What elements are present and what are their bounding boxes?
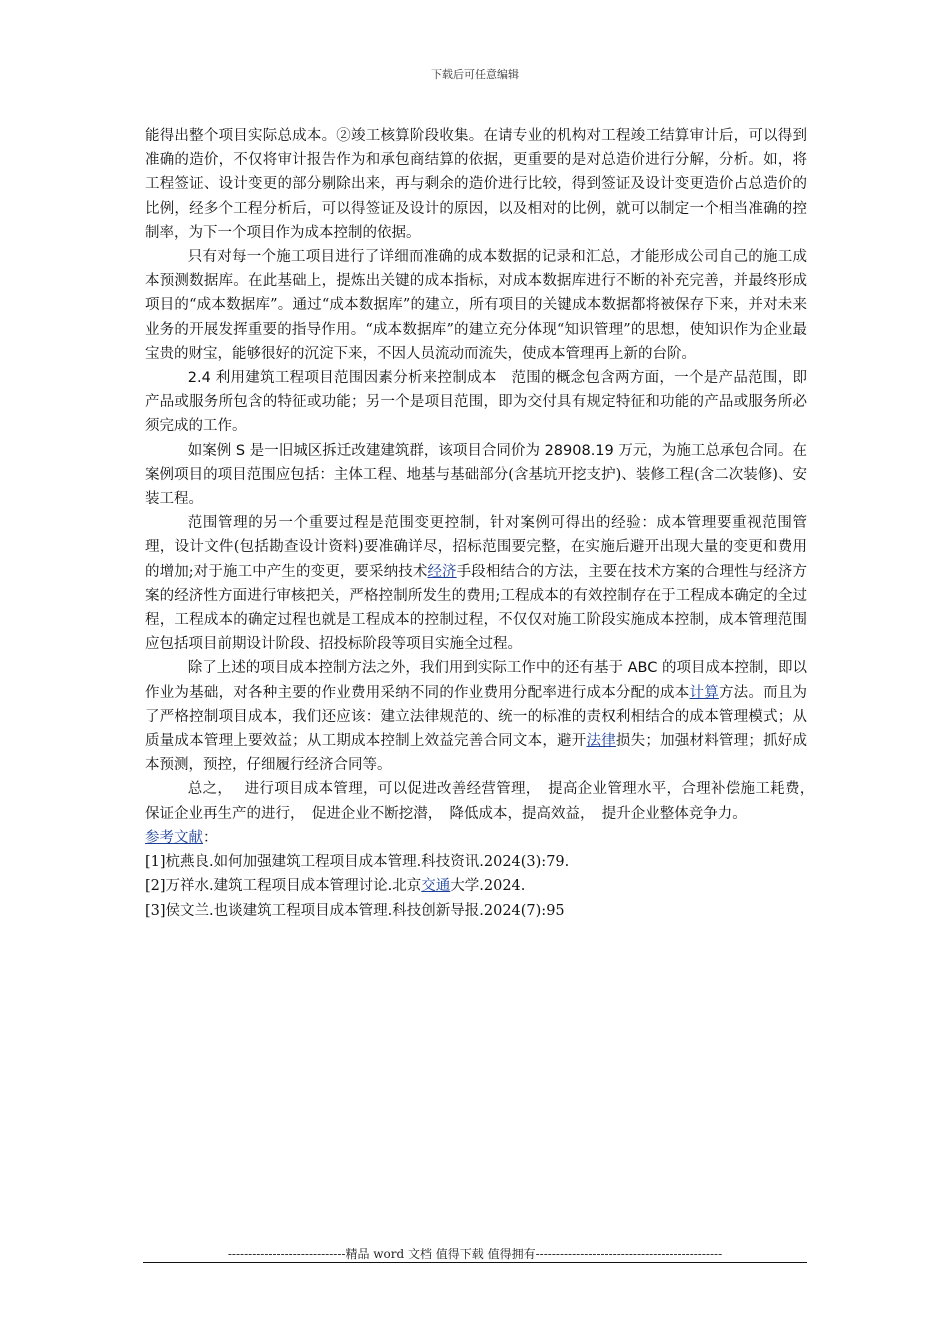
section-text: 利用建筑工程项目范围因素分析来控制成本 范围的概念包含两方面，一个是产品范围，即产品或服务所包含的特征或功能；另一个是项目范围，即为交付具有规定特征和功能的产品或服务所必须完成的工作。 — [145, 370, 807, 435]
text-run: 方法。而且为了严格控制项目成本，我们还应该：建立法律规范的、统一的标准的责权利相结合的成本管理模式；从质量成本管理上要效益；从工期成本控制上效益完善合同文本，避开 — [145, 684, 808, 750]
text-run: 是一旧城区拆迁改建建筑群，该项目合同价为 — [249, 442, 540, 459]
text-run: 范围管理的另一个重要过程是范围变更控制，针对案例可得出的经验：成本管理要重视范围管理，设计文件(包括勘查设计资料)要准确详尽，招标范围要完整，在实施后避开出现大量的变更和费用的增加;对于施工中产生的变更，要采纳技术 — [145, 515, 807, 580]
link-law[interactable]: 法律 — [586, 733, 616, 750]
link-references[interactable]: 参考文献 — [145, 829, 203, 846]
text-run: S — [231, 442, 250, 459]
text-run: 除了上述的项目成本控制方法之外，我们用到实际工作中的还有基于 — [187, 660, 623, 677]
text-run: 的项目成本控制，即以作业为基础，对各种主要的作业费用采纳不同的作业费用分配率进行成本分配的成本 — [145, 660, 807, 701]
text-run: 手段相结合的方法，主要在技术方案的合理性与经济方案的经济性方面进行审核把关，严格控制所发生的费用;工程成本的有效控制存在于工程成本确定的全过程，工程成本的确定过程也就是工程成本的控制过程，不仅仅对施工阶段实施成本控制，成本管理范围应包括项目前期设计阶段、招投标阶段等项目实施全过程。 — [145, 563, 808, 653]
link-transport[interactable]: 交通 — [421, 878, 451, 895]
text-run: 万元，为施工总承包合同。在案例项目的项目范围应包括：主体工程、地基与基础部分(含基坑开挖支护)、装修工程(含二次装修)、安装工程。 — [145, 442, 808, 508]
reference-item: [3]侯文兰.也谈建筑工程项目成本管理.科技创新导报.2024(7):95 — [145, 902, 565, 919]
text-run: ： — [203, 829, 218, 846]
text-run: 如案例 — [187, 442, 232, 459]
text-run: [2]万祥水.建筑工程项目成本管理讨论.北京 — [145, 878, 422, 895]
paragraph-scope-analysis — [145, 366, 807, 439]
paragraph-cost-database: 只有对每一个施工项目进行了详细而准确的成本数据的记录和汇总，才能形成公司自己的施工成本预测数据库。在此基础上，提炼出关键的成本指标，对成本数据库进行不断的补充完善，并最终形成项目的“成本数据库”。通过“成本数据库”的建立，所有项目的关键成本数据都将被保存下来，并对未来业务的开展发挥重要的指导作用。“成本数据库”的建立充分体现“知识管理”的思想，使知识作为企业最宝贵的财宝，能够很好的沉淀下来，不因人员流动而流失，使成本管理再上新的台阶。 — [145, 249, 807, 362]
text-run: 损失；加强材料管理；抓好成本预测，预控，仔细履行经济合同等。 — [145, 733, 808, 774]
references-heading — [145, 826, 807, 850]
footer-rule — [143, 1262, 807, 1263]
paragraph-scope-change — [145, 511, 807, 656]
paragraph-case-study — [145, 439, 807, 512]
page-footer: -----------------------------精品 word 文档 值得下载 值得拥有---------------------------------------------- — [227, 1247, 723, 1261]
text-run: ABC — [622, 660, 662, 677]
paragraph-conclusion: 总之， 进行项目成本管理，可以促进改善经营管理， 提高企业管理水平，合理补偿施工耗费， 保证企业再生产的进行， 促进企业不断挖潜， 降低成本，提高效益， 提升企业整体竞争力。 — [145, 781, 822, 822]
reference-item: [1]杭燕良.如何加强建筑工程项目成本管理.科技资讯.2024(3):79. — [145, 854, 570, 871]
paragraph-abc-control — [145, 656, 807, 777]
link-economy[interactable]: 经济 — [427, 563, 457, 580]
link-calculation[interactable]: 计算 — [689, 684, 719, 701]
text-run: 大学.2024. — [450, 878, 526, 895]
paragraph-cost-collection: 能得出整个项目实际总成本。②竣工核算阶段收集。在请专业的机构对工程竣工结算审计后，可以得到准确的造价，不仅将审计报告作为和承包商结算的依据，更重要的是对总造价进行分解，分析。如，将工程签证、设计变更的部分剔除出来，再与剩余的造价进行比较，得到签证及设计变更造价占总造价的比例，经多个工程分析后，可以得签证及设计的原因，以及相对的比例，就可以制定一个相当准确的控制率，为下一个项目作为成本控制的依据。 — [145, 128, 807, 241]
reference-item — [145, 874, 807, 898]
section-number: 2.4 — [187, 370, 211, 387]
document-body — [145, 124, 822, 923]
contract-price: 28908.19 — [539, 442, 619, 459]
page-header-note: 下载后可任意编辑 — [431, 68, 519, 81]
